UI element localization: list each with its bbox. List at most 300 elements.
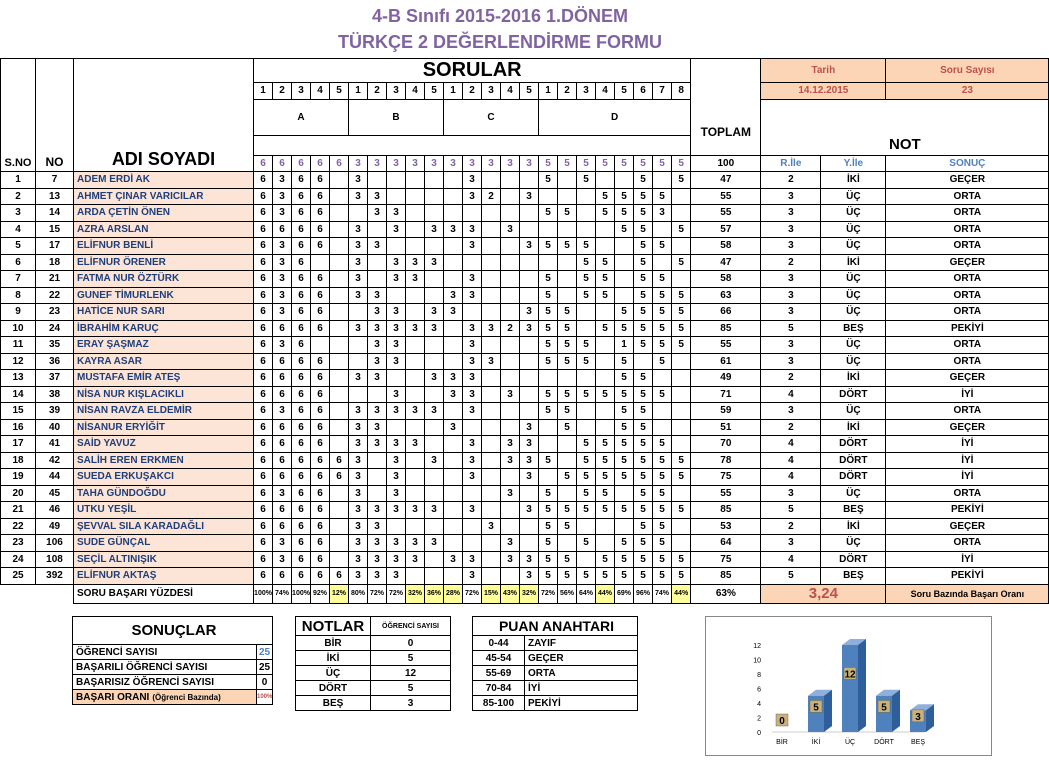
score-cell: 6 [273,320,292,337]
score-cell: 6 [292,551,311,568]
score-cell: 3 [349,535,368,552]
score-cell [368,469,387,486]
question-number: 3 [577,83,596,100]
score-cell: 5 [615,353,634,370]
table-row [1,172,1049,189]
question-points: 3 [501,155,520,172]
score-cell: 5 [577,568,596,585]
score-cell: 5 [558,238,577,255]
score-cell: 3 [387,403,406,420]
score-cell: 6 [273,502,292,519]
score-cell: 5 [634,337,653,354]
score-cell [482,254,501,271]
score-cell: 5 [615,568,634,585]
score-cell [501,502,520,519]
score-cell: 5 [653,271,672,288]
student-y-ile: ÜÇ [821,188,886,205]
score-cell [425,485,444,502]
score-cell: 5 [577,271,596,288]
score-cell: 6 [311,221,330,238]
score-cell: 3 [444,370,463,387]
question-number: 4 [596,83,615,100]
score-cell: 3 [349,238,368,255]
score-cell: 5 [634,238,653,255]
student-r-ile: 4 [761,551,821,568]
score-cell [444,254,463,271]
spacer-row [254,135,691,155]
score-cell: 6 [311,551,330,568]
score-cell [482,502,501,519]
score-cell [501,254,520,271]
score-cell [463,254,482,271]
student-toplam: 85 [691,320,761,337]
question-points: 3 [406,155,425,172]
score-cell: 3 [463,436,482,453]
success-percent: 72% [463,584,482,603]
score-cell [577,188,596,205]
score-cell: 5 [539,568,558,585]
success-percent: 64% [577,584,596,603]
score-cell: 5 [653,304,672,321]
score-cell: 6 [311,485,330,502]
table-row [1,436,1049,453]
score-cell [406,287,425,304]
score-cell: 5 [615,221,634,238]
score-cell [444,518,463,535]
score-cell: 6 [311,304,330,321]
score-cell: 3 [349,518,368,535]
success-percent: 100% [254,584,273,603]
score-cell: 3 [349,370,368,387]
score-cell: 6 [273,370,292,387]
score-cell: 5 [558,518,577,535]
score-cell [577,419,596,436]
score-cell: 3 [463,172,482,189]
score-cell: 5 [653,188,672,205]
sonuc-row-label: ÖĞRENCİ SAYISI [73,645,257,660]
score-cell: 6 [311,320,330,337]
score-cell: 3 [387,304,406,321]
student-name: ELİFNUR BENLİ [74,238,254,255]
student-name: ELİFNUR ÖRENER [74,254,254,271]
score-cell: 3 [520,452,539,469]
success-percent: 36% [425,584,444,603]
question-number: 4 [501,83,520,100]
score-cell [368,271,387,288]
score-cell: 6 [292,271,311,288]
score-cell: 3 [520,469,539,486]
score-cell [615,518,634,535]
category-label: ÜÇ [844,739,856,746]
score-cell: 6 [292,535,311,552]
score-cell [368,485,387,502]
table-row [1,535,1049,552]
score-cell [520,221,539,238]
score-cell [672,205,691,222]
score-cell: 6 [292,188,311,205]
score-cell: 6 [254,370,273,387]
student-r-ile: 4 [761,469,821,486]
score-cell: 5 [596,452,615,469]
student-toplam: 58 [691,238,761,255]
score-cell [596,172,615,189]
score-cell: 3 [273,551,292,568]
student-sonuc: ORTA [886,271,1049,288]
student-r-ile: 3 [761,271,821,288]
notlar-chart-svg [706,617,993,757]
score-cell: 5 [539,485,558,502]
score-cell: 5 [596,188,615,205]
student-y-ile: İKİ [821,419,886,436]
score-cell: 3 [349,568,368,585]
score-cell: 3 [273,304,292,321]
score-cell [501,419,520,436]
notlar-col2: ÖĞRENCİ SAYISI [371,617,451,636]
score-cell: 5 [596,320,615,337]
score-cell: 5 [558,386,577,403]
score-cell: 5 [634,271,653,288]
student-toplam: 75 [691,551,761,568]
student-toplam: 53 [691,518,761,535]
score-cell [482,469,501,486]
question-number: 1 [254,83,273,100]
score-cell [330,436,349,453]
score-cell [501,353,520,370]
score-cell [672,485,691,502]
student-no: 7 [36,172,74,189]
notlar-chart [705,616,992,756]
table-row [1,188,1049,205]
y-tick-label: 4 [757,701,761,708]
score-cell [558,221,577,238]
score-cell: 3 [368,304,387,321]
score-cell [482,337,501,354]
score-cell [482,304,501,321]
score-cell: 3 [520,320,539,337]
score-cell [653,221,672,238]
score-cell: 6 [273,568,292,585]
score-cell [520,386,539,403]
question-points: 6 [311,155,330,172]
student-y-ile: BEŞ [821,502,886,519]
score-cell: 5 [653,436,672,453]
score-cell: 5 [634,535,653,552]
student-sno: 7 [1,271,36,288]
student-r-ile: 2 [761,419,821,436]
score-cell: 3 [444,551,463,568]
score-cell: 3 [520,304,539,321]
score-cell: 5 [577,172,596,189]
question-points: 5 [615,155,634,172]
score-cell [444,485,463,502]
student-y-ile: ÜÇ [821,304,886,321]
score-cell [330,205,349,222]
score-cell [444,436,463,453]
question-points: 3 [425,155,444,172]
score-cell: 3 [273,535,292,552]
score-cell [425,205,444,222]
score-cell: 3 [463,551,482,568]
score-cell [520,370,539,387]
score-cell [330,221,349,238]
student-sno: 9 [1,304,36,321]
score-cell [482,551,501,568]
score-cell: 6 [254,221,273,238]
score-cell [330,370,349,387]
score-cell [368,221,387,238]
score-cell: 3 [406,271,425,288]
score-cell [444,238,463,255]
score-cell [482,535,501,552]
category-label: BEŞ [910,739,926,746]
data-label: 0 [779,716,785,727]
score-cell: 5 [634,172,653,189]
score-cell: 3 [406,551,425,568]
student-name: TAHA GÜNDOĞDU [74,485,254,502]
score-cell: 1 [615,337,634,354]
score-cell: 6 [311,469,330,486]
sonuclar-panel [72,616,273,705]
score-cell [520,254,539,271]
score-cell [425,568,444,585]
score-cell: 6 [311,535,330,552]
student-no: 23 [36,304,74,321]
score-cell [520,518,539,535]
adi-soyadi-label: ADI SOYADI [111,149,216,169]
score-cell [577,304,596,321]
question-points: 6 [254,155,273,172]
score-cell: 5 [596,254,615,271]
score-cell [520,353,539,370]
score-cell [330,304,349,321]
score-cell: 6 [311,188,330,205]
score-cell: 3 [444,287,463,304]
soru-bazinda-label: Soru Bazında Başarı Oranı [886,584,1049,603]
score-cell: 5 [653,568,672,585]
score-cell: 6 [311,502,330,519]
score-cell [330,353,349,370]
score-cell: 5 [558,502,577,519]
sno-header [1,59,36,172]
student-toplam: 47 [691,172,761,189]
score-cell: 3 [520,238,539,255]
score-cell: 6 [292,485,311,502]
score-cell [330,320,349,337]
score-cell: 6 [254,568,273,585]
student-toplam: 85 [691,502,761,519]
score-cell: 3 [463,469,482,486]
score-cell [558,370,577,387]
score-cell [615,271,634,288]
score-cell: 5 [577,469,596,486]
score-cell: 5 [634,304,653,321]
score-cell: 5 [615,386,634,403]
score-cell: 5 [653,551,672,568]
category-label: İKİ [811,739,821,746]
score-cell: 3 [501,485,520,502]
student-no: 39 [36,403,74,420]
score-cell: 5 [615,205,634,222]
score-cell: 5 [672,221,691,238]
score-cell [444,337,463,354]
score-cell: 5 [615,403,634,420]
student-r-ile: 4 [761,436,821,453]
score-cell [596,238,615,255]
student-sonuc: ORTA [886,304,1049,321]
score-cell: 5 [634,287,653,304]
student-r-ile: 5 [761,502,821,519]
y-tick-label: 2 [757,715,761,723]
question-points: 5 [558,155,577,172]
student-no: 13 [36,188,74,205]
student-toplam: 78 [691,452,761,469]
score-cell: 5 [539,502,558,519]
anahtar-range: 0-44 [473,636,525,651]
score-cell: 6 [330,469,349,486]
score-cell [330,271,349,288]
success-percent: 32% [520,584,539,603]
score-cell: 3 [501,551,520,568]
student-sonuc: GEÇER [886,518,1049,535]
table-row [1,502,1049,519]
score-cell: 6 [292,502,311,519]
score-cell: 3 [406,403,425,420]
score-cell [558,188,577,205]
score-cell: 3 [273,485,292,502]
sno-label: S.NO [4,157,32,169]
score-cell [444,320,463,337]
student-no: 17 [36,238,74,255]
score-cell: 3 [349,320,368,337]
student-y-ile: ÜÇ [821,271,886,288]
score-cell: 6 [330,568,349,585]
student-sonuc: İYİ [886,452,1049,469]
score-cell: 3 [653,205,672,222]
score-cell: 3 [463,568,482,585]
score-cell: 5 [539,172,558,189]
score-cell: 5 [672,337,691,354]
score-cell [330,337,349,354]
score-cell: 5 [672,452,691,469]
table-row [1,287,1049,304]
sonuclar-title: SONUÇLAR [73,617,273,645]
student-sonuc: ORTA [886,205,1049,222]
student-y-ile: İKİ [821,370,886,387]
score-cell: 5 [558,568,577,585]
student-name: KAYRA ASAR [74,353,254,370]
score-cell: 5 [672,254,691,271]
student-name: ARDA ÇETİN ÖNEN [74,205,254,222]
score-cell: 6 [254,535,273,552]
score-cell [501,518,520,535]
average-grade: 3,24 [761,584,886,603]
student-toplam: 51 [691,419,761,436]
notlar-title: NOTLAR [296,617,371,636]
score-cell: 6 [254,337,273,354]
student-name: AZRA ARSLAN [74,221,254,238]
score-cell [406,386,425,403]
score-cell [520,535,539,552]
student-no: 44 [36,469,74,486]
notlar-count: 3 [371,696,451,711]
score-cell [425,436,444,453]
student-r-ile: 3 [761,337,821,354]
student-no: 15 [36,221,74,238]
y-tick-label: 0 [757,730,761,737]
score-cell [482,568,501,585]
score-cell [596,535,615,552]
notlar-count: 0 [371,636,451,651]
score-cell: 5 [596,469,615,486]
student-sonuc: ORTA [886,238,1049,255]
student-y-ile: ÜÇ [821,485,886,502]
score-cell: 3 [349,419,368,436]
score-cell: 6 [292,386,311,403]
score-cell: 5 [577,485,596,502]
score-cell [444,568,463,585]
student-toplam: 66 [691,304,761,321]
score-cell: 6 [311,287,330,304]
score-cell: 3 [520,419,539,436]
table-row [1,353,1049,370]
score-cell: 5 [539,518,558,535]
score-cell: 3 [387,568,406,585]
anahtar-label: ZAYIF [525,636,638,651]
score-cell: 5 [615,551,634,568]
score-cell: 3 [482,353,501,370]
score-cell: 6 [311,452,330,469]
y-tick-label: 10 [753,657,761,665]
success-label: SORU BAŞARI YÜZDESİ [74,584,254,603]
score-cell: 5 [539,205,558,222]
student-name: GUNEF TİMURLENK [74,287,254,304]
score-cell: 6 [311,518,330,535]
score-cell: 6 [254,386,273,403]
score-cell [425,238,444,255]
anahtar-label: ORTA [525,666,638,681]
table-row [1,221,1049,238]
student-toplam: 64 [691,535,761,552]
score-cell: 5 [653,485,672,502]
score-cell: 6 [311,403,330,420]
score-cell: 3 [273,254,292,271]
student-no: 14 [36,205,74,222]
student-sonuc: ORTA [886,337,1049,354]
score-cell: 6 [254,436,273,453]
student-name: ŞEVVAL SILA KARADAĞLI [74,518,254,535]
student-name: SUDE GÜNÇAL [74,535,254,552]
score-cell: 6 [273,221,292,238]
anahtar-range: 85-100 [473,696,525,711]
score-cell: 6 [311,370,330,387]
student-name: NİSANUR ERYİĞİT [74,419,254,436]
score-cell: 5 [596,287,615,304]
success-total: 63% [691,584,761,603]
student-sno: 1 [1,172,36,189]
student-r-ile: 4 [761,386,821,403]
score-cell [596,370,615,387]
score-cell: 3 [349,271,368,288]
score-cell: 3 [425,502,444,519]
score-cell [501,568,520,585]
success-percent: 74% [653,584,672,603]
score-cell: 3 [349,172,368,189]
question-points: 3 [349,155,368,172]
score-cell [349,337,368,354]
score-cell [444,452,463,469]
score-cell [444,502,463,519]
score-cell: 6 [292,221,311,238]
